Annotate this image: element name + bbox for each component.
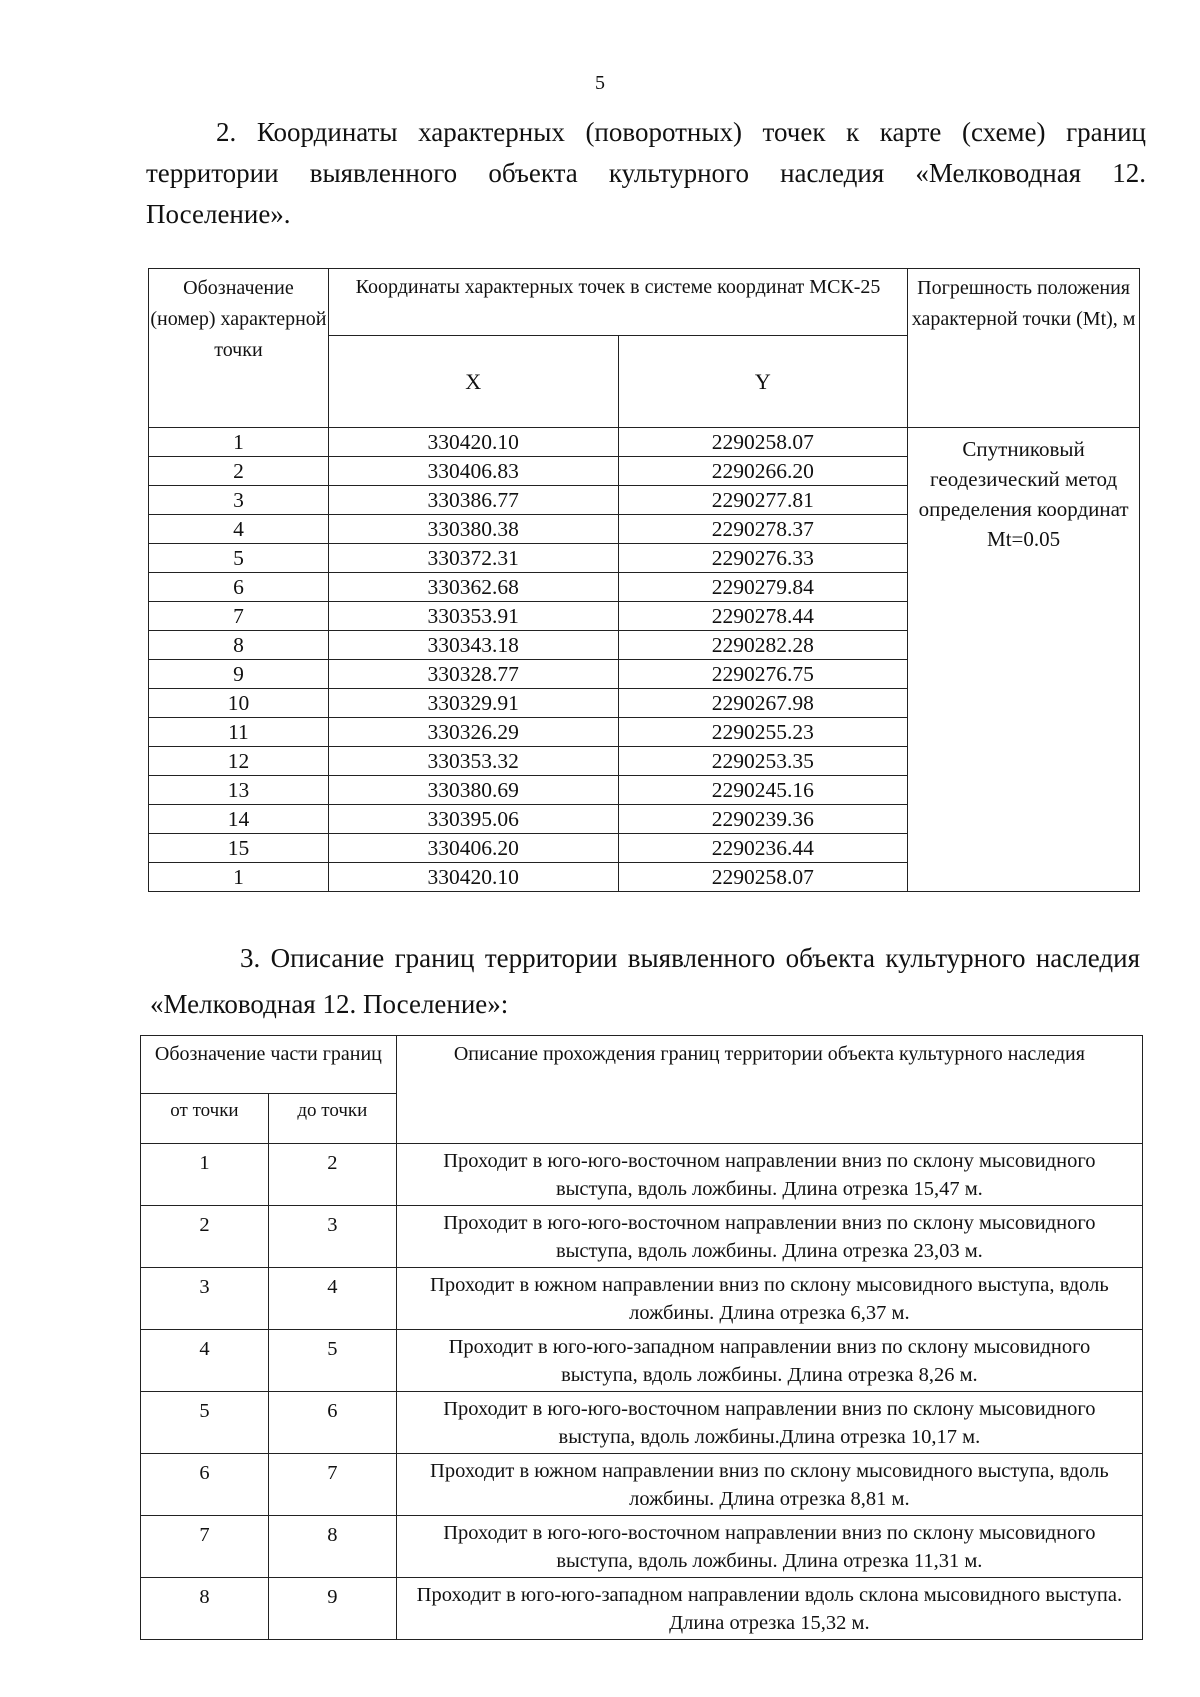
- point-number-cell: 10: [149, 689, 329, 718]
- to-point-cell: 3: [268, 1206, 396, 1268]
- y-coordinate-cell: 2290239.36: [618, 805, 908, 834]
- x-coordinate-cell: 330380.69: [328, 776, 618, 805]
- from-point-cell: 7: [141, 1516, 269, 1578]
- x-coordinate-cell: 330353.91: [328, 602, 618, 631]
- header-boundary-part: Обозначение части границ: [141, 1036, 397, 1094]
- description-cell: Проходит в юго-юго-западном направлении вниз по склону мысовидного выступа, вдоль ложбины. Длина отрезка 8,26 м.: [396, 1330, 1142, 1392]
- x-coordinate-cell: 330329.91: [328, 689, 618, 718]
- from-point-cell: 5: [141, 1392, 269, 1454]
- y-coordinate-cell: 2290278.37: [618, 515, 908, 544]
- to-point-cell: 7: [268, 1454, 396, 1516]
- from-point-cell: 1: [141, 1144, 269, 1206]
- point-number-cell: 14: [149, 805, 329, 834]
- x-coordinate-cell: 330380.38: [328, 515, 618, 544]
- x-coordinate-cell: 330362.68: [328, 573, 618, 602]
- point-number-cell: 4: [149, 515, 329, 544]
- y-coordinate-cell: 2290236.44: [618, 834, 908, 863]
- description-cell: Проходит в юго-юго-западном направлении вдоль склона мысовидного выступа. Длина отрезка 15,32 м.: [396, 1578, 1142, 1640]
- point-number-cell: 5: [149, 544, 329, 573]
- header-coordinates: Координаты характерных точек в системе координат МСК-25: [328, 269, 907, 336]
- header-point-number: Обозначение (номер) характерной точки: [149, 269, 329, 428]
- header-from-point: от точки: [141, 1094, 269, 1144]
- x-coordinate-cell: 330326.29: [328, 718, 618, 747]
- table-row: [141, 1144, 1143, 1206]
- from-point-cell: 6: [141, 1454, 269, 1516]
- x-coordinate-cell: 330406.20: [328, 834, 618, 863]
- description-cell: Проходит в юго-юго-восточном направлении вниз по склону мысовидного выступа, вдоль ложбины.Длина отрезка 10,17 м.: [396, 1392, 1142, 1454]
- table-row: [141, 1206, 1143, 1268]
- y-coordinate-cell: 2290245.16: [618, 776, 908, 805]
- point-number-cell: 12: [149, 747, 329, 776]
- x-coordinate-cell: 330420.10: [328, 428, 618, 457]
- point-number-cell: 2: [149, 457, 329, 486]
- y-coordinate-cell: 2290277.81: [618, 486, 908, 515]
- table-row: [141, 1516, 1143, 1578]
- x-coordinate-cell: 330386.77: [328, 486, 618, 515]
- y-coordinate-cell: 2290276.33: [618, 544, 908, 573]
- section-3-heading: 3. Описание границ территории выявленного объекта культурного наследия «Мелководная 12. Поселение»:: [150, 943, 1140, 1019]
- point-number-cell: 1: [149, 863, 329, 892]
- y-coordinate-cell: 2290253.35: [618, 747, 908, 776]
- boundary-description-table: [140, 1035, 1143, 1640]
- header-to-point: до точки: [268, 1094, 396, 1144]
- point-number-cell: 9: [149, 660, 329, 689]
- section-2-heading: 2. Координаты характерных (поворотных) точек к карте (схеме) границ территории выявленного объекта культурного наследия «Мелководная 12. Поселение».: [146, 117, 1146, 229]
- description-cell: Проходит в юго-юго-восточном направлении вниз по склону мысовидного выступа, вдоль ложбины. Длина отрезка 15,47 м.: [396, 1144, 1142, 1206]
- to-point-cell: 4: [268, 1268, 396, 1330]
- table-row: [149, 428, 1140, 457]
- page-number: 5: [595, 72, 605, 94]
- table-row: [141, 1454, 1143, 1516]
- y-coordinate-cell: 2290266.20: [618, 457, 908, 486]
- header-description: Описание прохождения границ территории объекта культурного наследия: [396, 1036, 1142, 1144]
- header-accuracy: Погрешность положения характерной точки (Mt), м: [908, 269, 1140, 428]
- description-cell: Проходит в юго-юго-восточном направлении вниз по склону мысовидного выступа, вдоль ложбины. Длина отрезка 11,31 м.: [396, 1516, 1142, 1578]
- x-coordinate-cell: 330343.18: [328, 631, 618, 660]
- coordinates-table: [148, 268, 1140, 892]
- to-point-cell: 9: [268, 1578, 396, 1640]
- point-number-cell: 1: [149, 428, 329, 457]
- from-point-cell: 4: [141, 1330, 269, 1392]
- description-cell: Проходит в юго-юго-восточном направлении вниз по склону мысовидного выступа, вдоль ложбины. Длина отрезка 23,03 м.: [396, 1206, 1142, 1268]
- point-number-cell: 3: [149, 486, 329, 515]
- from-point-cell: 2: [141, 1206, 269, 1268]
- from-point-cell: 8: [141, 1578, 269, 1640]
- table-row: [141, 1268, 1143, 1330]
- point-number-cell: 11: [149, 718, 329, 747]
- header-y: Y: [618, 336, 908, 428]
- point-number-cell: 6: [149, 573, 329, 602]
- point-number-cell: 7: [149, 602, 329, 631]
- description-cell: Проходит в южном направлении вниз по склону мысовидного выступа, вдоль ложбины. Длина отрезка 6,37 м.: [396, 1268, 1142, 1330]
- point-number-cell: 13: [149, 776, 329, 805]
- point-number-cell: 8: [149, 631, 329, 660]
- table-row: [141, 1578, 1143, 1640]
- to-point-cell: 5: [268, 1330, 396, 1392]
- y-coordinate-cell: 2290276.75: [618, 660, 908, 689]
- table-row: [141, 1392, 1143, 1454]
- from-point-cell: 3: [141, 1268, 269, 1330]
- to-point-cell: 8: [268, 1516, 396, 1578]
- to-point-cell: 6: [268, 1392, 396, 1454]
- description-cell: Проходит в южном направлении вниз по склону мысовидного выступа, вдоль ложбины. Длина отрезка 8,81 м.: [396, 1454, 1142, 1516]
- y-coordinate-cell: 2290279.84: [618, 573, 908, 602]
- y-coordinate-cell: 2290282.28: [618, 631, 908, 660]
- y-coordinate-cell: 2290255.23: [618, 718, 908, 747]
- x-coordinate-cell: 330328.77: [328, 660, 618, 689]
- to-point-cell: 2: [268, 1144, 396, 1206]
- y-coordinate-cell: 2290258.07: [618, 863, 908, 892]
- x-coordinate-cell: 330372.31: [328, 544, 618, 573]
- y-coordinate-cell: 2290258.07: [618, 428, 908, 457]
- x-coordinate-cell: 330406.83: [328, 457, 618, 486]
- x-coordinate-cell: 330420.10: [328, 863, 618, 892]
- x-coordinate-cell: 330395.06: [328, 805, 618, 834]
- y-coordinate-cell: 2290267.98: [618, 689, 908, 718]
- accuracy-note: Спутниковый геодезический метод определения координат Mt=0.05: [908, 428, 1140, 892]
- x-coordinate-cell: 330353.32: [328, 747, 618, 776]
- header-x: X: [328, 336, 618, 428]
- table-row: [141, 1330, 1143, 1392]
- y-coordinate-cell: 2290278.44: [618, 602, 908, 631]
- point-number-cell: 15: [149, 834, 329, 863]
